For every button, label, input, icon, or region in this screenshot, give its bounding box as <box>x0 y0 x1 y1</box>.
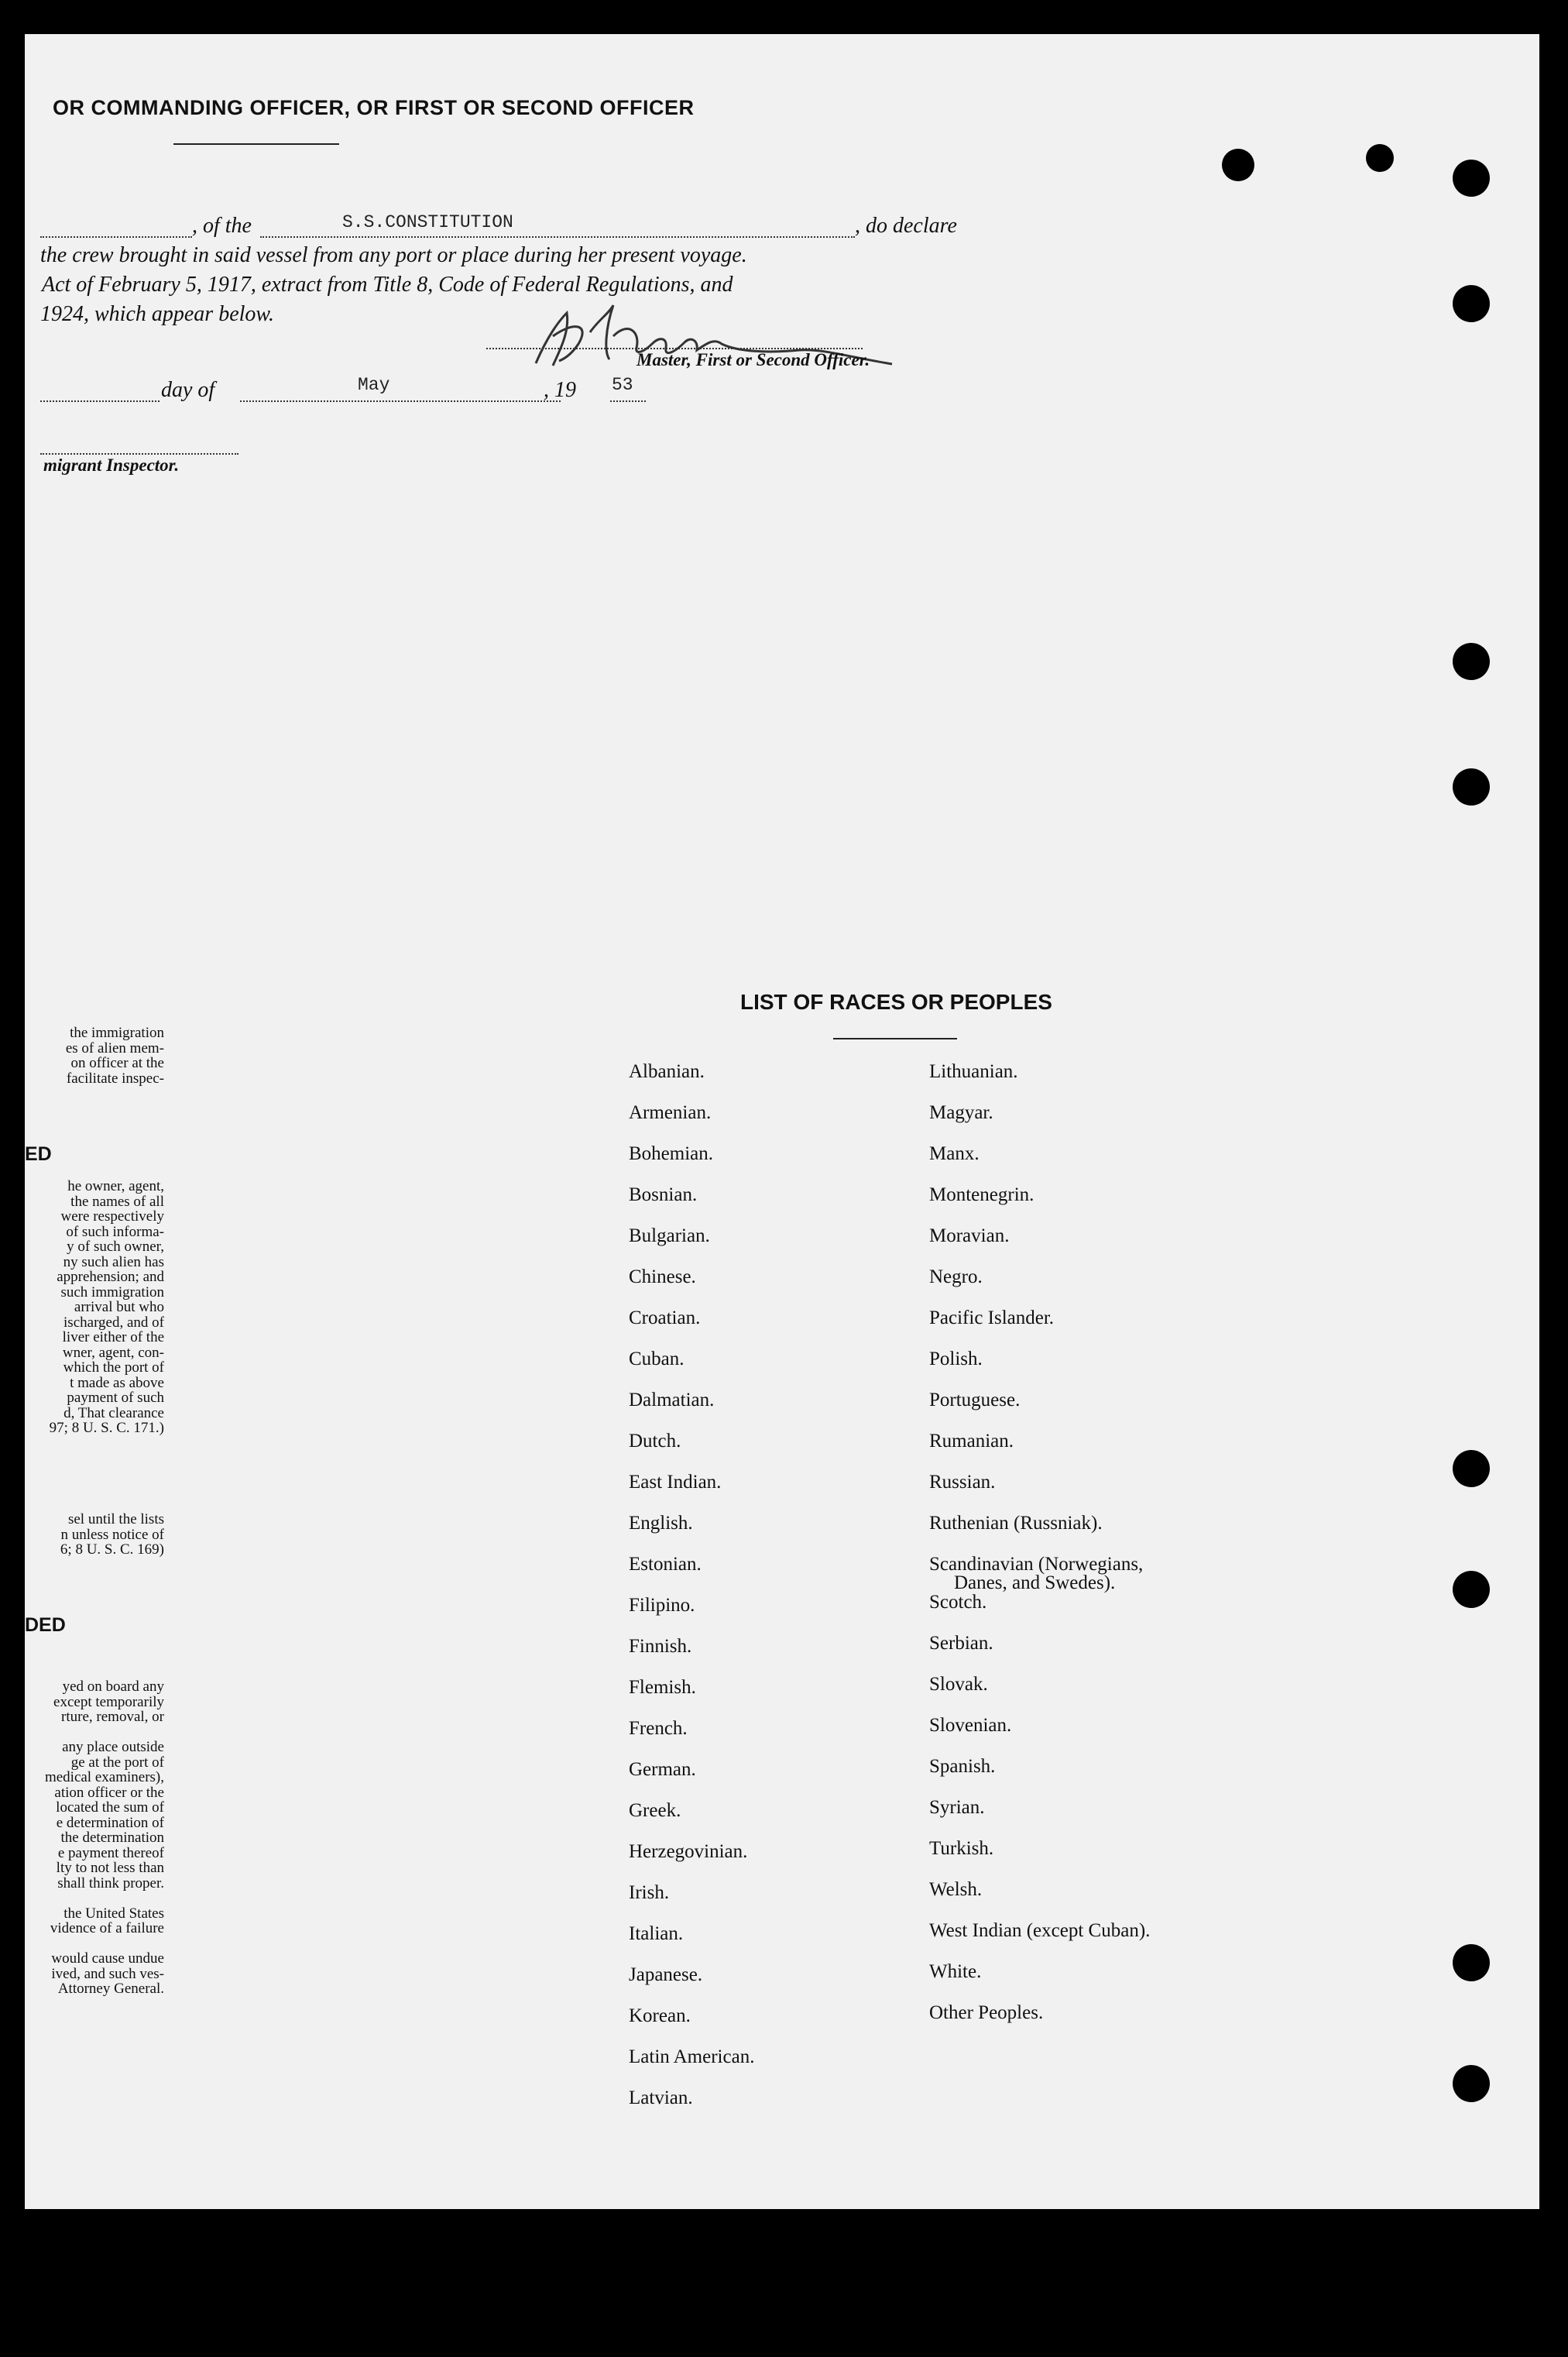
race-item: Other Peoples. <box>929 2002 1044 2023</box>
race-item: Armenian. <box>629 1102 712 1123</box>
punch-hole <box>1453 285 1490 322</box>
day-of-label: day of <box>161 378 215 402</box>
fragment-line: apprehension; and <box>57 1269 164 1285</box>
fragment-line: payment of such <box>67 1390 164 1406</box>
race-item: Slovenian. <box>929 1715 1012 1736</box>
punch-hole <box>1453 643 1490 680</box>
race-item: Dutch. <box>629 1431 681 1452</box>
race-item: Syrian. <box>929 1797 985 1818</box>
race-item: Greek. <box>629 1800 681 1821</box>
year-prefix: , 19 <box>544 378 576 402</box>
races-title: LIST OF RACES OR PEOPLES <box>740 990 1052 1014</box>
fragment-gap <box>25 1725 164 1740</box>
fragment-line: would cause undue <box>51 1950 164 1967</box>
inspector-caption: migrant Inspector. <box>43 455 180 475</box>
race-item: East Indian. <box>629 1472 722 1493</box>
decl-line-4: 1924, which appear below. <box>40 302 275 326</box>
fragment-line: of such informa- <box>66 1223 164 1240</box>
fragment-line: were respectively <box>60 1208 164 1225</box>
race-item: Bulgarian. <box>629 1225 710 1246</box>
race-item: Russian. <box>929 1472 996 1493</box>
punch-hole <box>1453 2065 1490 2102</box>
fragment-line: Attorney General. <box>57 1981 164 1997</box>
signature-caption: Master, First or Second Officer. <box>636 350 870 369</box>
race-item: Herzegovinian. <box>629 1841 748 1862</box>
race-item: Korean. <box>629 2005 691 2026</box>
punch-hole <box>1453 1450 1490 1487</box>
left-fragment-block-4 <box>25 1679 164 1997</box>
fragment-line: he owner, agent, <box>67 1179 164 1194</box>
year-value: 53 <box>612 375 633 395</box>
punch-hole <box>1453 160 1490 197</box>
fragment-line: arrival but who <box>74 1299 164 1315</box>
race-item: Japanese. <box>629 1964 703 1985</box>
left-fragment-block-1 <box>25 1026 164 1086</box>
fragment-line: es of alien mem- <box>65 1039 164 1057</box>
race-item: Flemish. <box>629 1677 696 1698</box>
race-item: White. <box>929 1961 982 1982</box>
fragment-line: y of such owner, <box>67 1239 164 1255</box>
document-page <box>25 34 1539 2209</box>
fragment-line: the names of all <box>70 1193 164 1210</box>
fragment-line: medical examiners), <box>44 1769 164 1785</box>
race-item: Portuguese. <box>929 1390 1021 1410</box>
race-item: Dalmatian. <box>629 1390 715 1410</box>
race-item: Slovak. <box>929 1674 988 1695</box>
race-item: Scotch. <box>929 1592 987 1613</box>
race-item: Magyar. <box>929 1102 993 1123</box>
left-heading-2: DED <box>25 1614 66 1636</box>
race-item: West Indian (except Cuban). <box>929 1920 1151 1941</box>
race-item: Irish. <box>629 1882 670 1903</box>
vessel-name: S.S.CONSTITUTION <box>342 212 513 232</box>
decl-line-2: the crew brought in said vessel from any port or place during her present voyage. <box>40 243 747 267</box>
race-item: English. <box>629 1513 693 1534</box>
fragment-gap <box>25 1891 164 1906</box>
race-item: Cuban. <box>629 1349 684 1369</box>
race-item: Bohemian. <box>629 1143 714 1164</box>
race-item: French. <box>629 1718 688 1739</box>
race-item: Italian. <box>629 1923 684 1944</box>
fragment-gap <box>25 1936 164 1952</box>
fragment-line: t made as above <box>70 1374 164 1391</box>
fragment-line: e payment thereof <box>57 1844 164 1861</box>
fragment-line: wner, agent, con- <box>62 1344 164 1361</box>
fragment-line: the determination <box>60 1830 164 1846</box>
race-item: Albanian. <box>629 1061 705 1082</box>
race-item: Latvian. <box>629 2087 693 2108</box>
punch-hole <box>1453 1571 1490 1608</box>
inspector-line <box>40 452 238 455</box>
race-item: Chinese. <box>629 1266 696 1287</box>
fragment-line: ge at the port of <box>70 1754 164 1771</box>
race-item: Polish. <box>929 1349 983 1369</box>
fragment-line: which the port of <box>63 1359 164 1376</box>
left-heading-1: ED <box>25 1143 52 1165</box>
signature-line <box>486 347 863 349</box>
race-item: Danes, and Swedes). <box>954 1572 1116 1593</box>
fragment-line: d, That clearance <box>63 1404 164 1421</box>
year-blank <box>610 400 646 402</box>
race-item: Manx. <box>929 1143 980 1164</box>
fragment-line: n unless notice of <box>60 1526 164 1543</box>
race-item: Croatian. <box>629 1307 701 1328</box>
race-item: Negro. <box>929 1266 983 1287</box>
races-title-underline <box>833 1038 957 1039</box>
race-item: Filipino. <box>629 1595 695 1616</box>
fragment-line: any place outside <box>62 1739 164 1755</box>
title-underline <box>173 143 339 145</box>
race-item: Serbian. <box>929 1633 993 1654</box>
name-blank <box>40 235 192 238</box>
fragment-line: sel until the lists <box>67 1512 164 1527</box>
fragment-line: rture, removal, or <box>61 1709 164 1725</box>
race-item: Welsh. <box>929 1879 983 1900</box>
decl-of-the: , of the <box>192 214 252 238</box>
left-fragment-block-2 <box>25 1179 164 1436</box>
fragment-line: ation officer or the <box>54 1784 164 1801</box>
fragment-line: ny such alien has <box>63 1253 164 1270</box>
fragment-line: vidence of a failure <box>50 1920 164 1936</box>
race-item: Rumanian. <box>929 1431 1014 1452</box>
race-item: Montenegrin. <box>929 1184 1034 1205</box>
race-item: Bosnian. <box>629 1184 698 1205</box>
fragment-line: ived, and such ves- <box>51 1965 164 1982</box>
fragment-line: ischarged, and of <box>63 1314 164 1331</box>
month-blank <box>240 400 561 402</box>
fragment-line: 6; 8 U. S. C. 169) <box>60 1541 164 1558</box>
month-value: May <box>358 375 390 395</box>
race-item: Finnish. <box>629 1636 692 1657</box>
fragment-line: liver either of the <box>62 1329 164 1345</box>
punch-hole <box>1453 768 1490 806</box>
race-item: Lithuanian. <box>929 1061 1018 1082</box>
fragment-line: 97; 8 U. S. C. 171.) <box>49 1420 164 1436</box>
fragment-line: lty to not less than <box>56 1860 164 1876</box>
fragment-line: except temporarily <box>53 1693 164 1710</box>
day-blank <box>40 400 160 402</box>
decl-line-3: Act of February 5, 1917, extract from Title 8, Code of Federal Regulations, and <box>42 273 733 297</box>
punch-hole <box>1366 144 1394 172</box>
fragment-line: yed on board any <box>62 1679 164 1695</box>
fragment-line: such immigration <box>60 1283 164 1300</box>
fragment-line: the immigration <box>70 1026 164 1041</box>
race-item: Spanish. <box>929 1756 996 1777</box>
race-item: Ruthenian (Russniak). <box>929 1513 1103 1534</box>
decl-do-declare: , do declare <box>855 214 957 238</box>
race-item: Turkish. <box>929 1838 994 1859</box>
race-item: Moravian. <box>929 1225 1010 1246</box>
fragment-line: shall think proper. <box>57 1874 164 1891</box>
fragment-line: facilitate inspec- <box>66 1070 164 1086</box>
race-item: Scandinavian (Norwegians, <box>929 1554 1144 1575</box>
left-fragment-block-3 <box>25 1512 164 1558</box>
punch-hole <box>1453 1944 1490 1981</box>
race-item: Estonian. <box>629 1554 702 1575</box>
fragment-line: the United States <box>63 1905 164 1922</box>
race-item: Latin American. <box>629 2046 755 2067</box>
vessel-blank <box>260 235 855 238</box>
fragment-line: on officer at the <box>70 1055 164 1071</box>
punch-hole <box>1222 149 1254 181</box>
fragment-line: located the sum of <box>56 1799 164 1816</box>
race-item: Pacific Islander. <box>929 1307 1055 1328</box>
race-item: German. <box>629 1759 696 1780</box>
page-title: OR COMMANDING OFFICER, OR FIRST OR SECOND OFFICER <box>53 96 695 119</box>
fragment-line: e determination of <box>56 1814 164 1831</box>
